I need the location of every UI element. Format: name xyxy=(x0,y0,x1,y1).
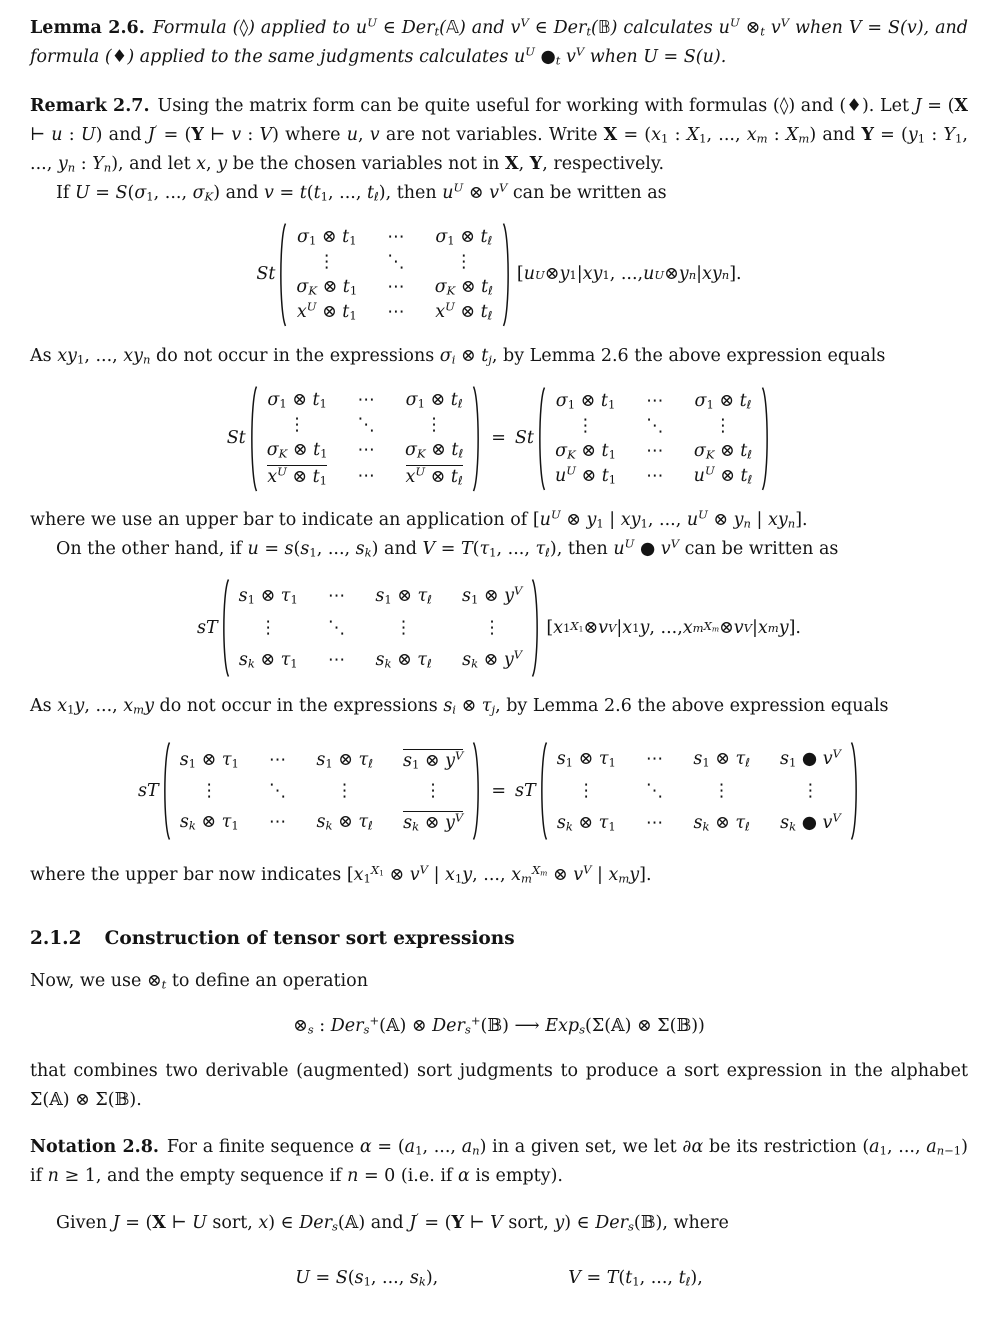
matrix-cell: sk ⊗ τℓ xyxy=(375,649,432,671)
matrix-cell: ⋮ xyxy=(259,618,277,639)
equation-4-left-matrix-group xyxy=(161,741,483,841)
paren-right-icon xyxy=(502,222,512,328)
matrix-cell: sk ⊗ τℓ xyxy=(316,812,373,833)
matrix-cell: s1 ⊗ τℓ xyxy=(375,586,432,607)
matrix-cell: s1 ⊗ τℓ xyxy=(316,749,373,771)
matrix-cell: ⋱ xyxy=(327,618,346,639)
equals-sign: = xyxy=(491,427,506,448)
equation-2 xyxy=(30,385,968,493)
matrix-cell: ⋮ xyxy=(714,415,732,436)
equation-6 xyxy=(30,1264,968,1293)
matrix-cell: ⋯ xyxy=(646,465,664,486)
matrix-cell: sk ⊗ τ1 xyxy=(556,812,616,834)
matrix-cell: sk ● $v^V$ xyxy=(780,810,841,834)
matrix xyxy=(230,578,532,678)
matrix-cell: sk ⊗ τ1 xyxy=(179,812,239,833)
equation-2-left-matrix-group xyxy=(248,385,483,493)
paren-left-icon xyxy=(220,578,230,678)
matrix-cell: ⋯ xyxy=(387,277,405,298)
remark-2-7-body: Using the matrix form can be quite useful for working with formulas (◊) and (♦). Let J = (X ⊢ u : U) and J′ = (Y ⊢ v : V) where u, v are not variables. Write X = (x1 : X1, ..., xm : Xm) and Y = (y1 : Y1, ..., yn : Yn), and let x, y be the chosen variables not in X, Y, respectively. xyxy=(30,96,968,175)
matrix-cell: s1 ⊗ $y^V$ xyxy=(402,748,464,772)
matrix-cell: s1 ⊗ τ1 xyxy=(179,749,239,771)
matrix-cell: ⋯ xyxy=(268,812,287,833)
matrix-cell: ⋮ xyxy=(424,781,442,802)
matrix-cell: $u^U$ ⊗ t1 xyxy=(554,463,617,487)
paren-left-icon xyxy=(248,385,258,493)
lemma-2-6 xyxy=(30,14,968,72)
paren-right-icon xyxy=(761,386,771,492)
equation-3 xyxy=(30,578,968,678)
matrix-cell: σK ⊗ tℓ xyxy=(693,440,753,462)
matrix-cell: ⋮ xyxy=(335,781,354,802)
matrix-cell: ⋯ xyxy=(327,586,346,607)
matrix-cell: ⋮ xyxy=(577,781,596,802)
matrix-cell: σK ⊗ tℓ xyxy=(434,277,493,298)
notation-2-8 xyxy=(30,1133,968,1191)
equation-4 xyxy=(30,741,968,841)
matrix-cell: sk ⊗ $y^V$ xyxy=(403,810,464,834)
paper-page xyxy=(30,14,968,1293)
matrix-cell: sk ⊗ τℓ xyxy=(693,812,750,834)
para-if-u: If U = S(σ1, ..., σK) and v = t(t1, ..., tℓ), then $u^U$ ⊗ $v^V$ can be written as xyxy=(56,180,667,204)
matrix-cell: ⋱ xyxy=(357,414,376,435)
matrix-cell: ⋯ xyxy=(357,389,376,410)
para-given-j: Given J = (X ⊢ U sort, x) ∈ Ders(𝔸) and J′ = (Y ⊢ V sort, y) ∈ Ders(𝔹), where xyxy=(56,1210,729,1234)
matrix-cell: ⋯ xyxy=(646,440,664,461)
section-heading-2-1-2 xyxy=(30,924,968,953)
equation-1-label: St xyxy=(256,264,276,285)
matrix xyxy=(258,385,473,493)
lemma-2-6-body: Formula (◊) applied to $u^U$ ∈ Dert(𝔸) and $v^V$ ∈ Dert(𝔹) calculates $u^U$ ⊗t $v^V$ when V = S(v), and formula (♦) applied to the same judgments calculates $u^U$ ●t $v^V$ when U = S(u). xyxy=(30,15,968,68)
matrix-cell: ⋮ xyxy=(318,252,336,273)
matrix-cell: σ1 ⊗ tℓ xyxy=(405,389,463,411)
equation-1-matrix-group xyxy=(277,222,512,328)
matrix-cell: $x^U$ ⊗ tℓ xyxy=(405,464,463,488)
matrix-cell: ⋱ xyxy=(645,781,664,802)
matrix-cell: s1 ⊗ $y^V$ xyxy=(461,584,523,607)
matrix-cell: s1 ⊗ τ1 xyxy=(556,749,616,770)
matrix xyxy=(287,222,502,328)
section-number: 2.1.2 xyxy=(30,928,82,950)
equation-4-right-matrix-group xyxy=(538,741,860,841)
para-now-we-use: Now, we use ⊗t to define an operation xyxy=(30,971,368,992)
matrix-cell: ⋮ xyxy=(712,781,731,802)
equation-3-label: sT xyxy=(197,617,218,638)
para-other-hand: On the other hand, if u = s(s1, ..., sk) and V = T(τ1, ..., τℓ), then $u^U$ ● $v^V$ can be written as xyxy=(56,536,839,560)
matrix-cell: ⋯ xyxy=(645,812,664,833)
paren-left-icon xyxy=(277,222,287,328)
matrix-cell: σK ⊗ t1 xyxy=(266,439,328,461)
para-upper-bar-1: where we use an upper bar to indicate an application of [$u^U$ ⊗ y1 | xy1, ..., $u^U$ ⊗ yn | xyn]. xyxy=(30,507,808,531)
matrix-cell: s1 ⊗ τℓ xyxy=(693,749,750,770)
equation-2-left-label: St xyxy=(226,427,246,448)
para-that-combines: that combines two derivable (augmented) sort judgments to produce a sort expression in the alphabet Σ(𝔸) ⊗ Σ(𝔹). xyxy=(30,1061,968,1111)
remark-2-7-head: Remark 2.7. xyxy=(30,96,150,116)
matrix-cell: s1 ⊗ τ1 xyxy=(238,586,298,607)
section-title: Construction of tensor sort expressions xyxy=(104,928,515,950)
paren-left-icon xyxy=(536,386,546,492)
matrix-cell: sk ⊗ τ1 xyxy=(238,649,298,671)
matrix-cell: ⋯ xyxy=(268,749,287,770)
matrix-cell: sk ⊗ $y^V$ xyxy=(462,647,523,671)
matrix-cell: σK ⊗ t1 xyxy=(296,277,358,298)
matrix xyxy=(171,741,473,841)
matrix-cell: ⋯ xyxy=(357,465,376,486)
matrix-cell: ⋮ xyxy=(576,415,595,436)
equation-6-left: U = S(s1, ..., sk), xyxy=(295,1268,439,1289)
matrix-cell: ⋮ xyxy=(425,414,443,435)
matrix-cell: ⋮ xyxy=(483,618,501,639)
matrix-cell: σ1 ⊗ tℓ xyxy=(435,227,493,248)
matrix-cell: s1 ● $v^V$ xyxy=(779,747,841,770)
matrix-cell: ⋯ xyxy=(327,649,346,670)
equation-5 xyxy=(30,1012,968,1041)
equation-1 xyxy=(30,222,968,328)
matrix-cell: ⋮ xyxy=(200,781,219,802)
matrix-cell: ⋱ xyxy=(268,781,287,802)
paren-left-icon xyxy=(161,741,171,841)
equation-3-matrix-group xyxy=(220,578,542,678)
notation-2-8-body: For a finite sequence α = (a1, ..., an) in a given set, we let ∂α be its restriction (a1, ..., an−1) if n ≥ 1, and the empty sequence if n = 0 (i.e. if α is empty). xyxy=(30,1137,968,1187)
equation-2-right-matrix-group xyxy=(536,386,771,492)
notation-2-8-head: Notation 2.8. xyxy=(30,1137,160,1158)
matrix-cell: σ1 ⊗ t1 xyxy=(267,389,327,411)
matrix-cell: σ1 ⊗ t1 xyxy=(555,390,616,412)
matrix-cell: ⋯ xyxy=(646,390,664,411)
paren-right-icon xyxy=(531,578,541,678)
matrix-cell: σ1 ⊗ t1 xyxy=(297,227,357,248)
matrix-cell: ⋯ xyxy=(645,749,664,770)
matrix-cell: ⋯ xyxy=(357,439,376,460)
lemma-2-6-head: Lemma 2.6. xyxy=(30,18,145,38)
paren-right-icon xyxy=(472,741,482,841)
matrix-cell: σK ⊗ tℓ xyxy=(405,439,464,461)
matrix xyxy=(546,386,761,492)
equation-3-substitution: [ x 1 X1 ⊗ v V | x 1 y , ..., x m Xm ⊗ v V | x m y ]. xyxy=(546,617,801,638)
remark-2-7 xyxy=(30,92,968,179)
paren-right-icon xyxy=(850,741,860,841)
matrix-cell: ⋯ xyxy=(387,227,405,247)
equation-6-right: V = T(t1, ..., tℓ), xyxy=(568,1268,703,1289)
matrix-cell: ⋯ xyxy=(387,302,405,323)
matrix-cell: $x^U$ ⊗ tℓ xyxy=(435,300,493,323)
matrix-cell: ⋮ xyxy=(455,252,473,273)
paren-right-icon xyxy=(472,385,482,493)
matrix-cell: ⋮ xyxy=(288,414,306,435)
equation-1-substitution: [ u U ⊗ y 1 | xy 1 , ..., u U ⊗ y n | xy n ]. xyxy=(516,264,742,285)
matrix-cell: $u^U$ ⊗ tℓ xyxy=(693,463,753,487)
para-upper-bar-2: where the upper bar now indicates [$x1^{X1}$ ⊗ $v^V$ | x1y, ..., $xm^{Xm}$ ⊗ $v^V$ | xmy]. xyxy=(30,862,652,886)
equation-4-right-label: sT xyxy=(515,780,536,801)
matrix-cell: ⋱ xyxy=(646,415,664,436)
equation-2-right-label: St xyxy=(514,427,534,448)
matrix xyxy=(548,741,850,841)
matrix-cell: σ1 ⊗ tℓ xyxy=(694,390,752,412)
matrix-cell: $x^U$ ⊗ t1 xyxy=(296,300,357,323)
matrix-cell: σK ⊗ t1 xyxy=(555,440,616,462)
para-as-x1y: As x1y, ..., xmy do not occur in the expressions si ⊗ τj, by Lemma 2.6 the above expression equals xyxy=(30,696,889,717)
matrix-cell: ⋱ xyxy=(387,252,405,273)
matrix-cell: ⋮ xyxy=(394,618,413,639)
equation-5-formula: ⊗s : Ders+(𝔸) ⊗ Ders+(𝔹) ⟶ Exps(Σ(𝔸) ⊗ Σ(𝔹)) xyxy=(293,1013,705,1037)
matrix-cell: ⋮ xyxy=(801,781,820,802)
matrix-cell: $x^U$ ⊗ t1 xyxy=(267,464,328,488)
equation-4-left-label: sT xyxy=(138,780,159,801)
para-as-xy: As xy1, ..., xyn do not occur in the expressions σi ⊗ tj, by Lemma 2.6 the above expression equals xyxy=(30,345,886,367)
equals-sign: = xyxy=(491,780,507,801)
paren-left-icon xyxy=(538,741,548,841)
